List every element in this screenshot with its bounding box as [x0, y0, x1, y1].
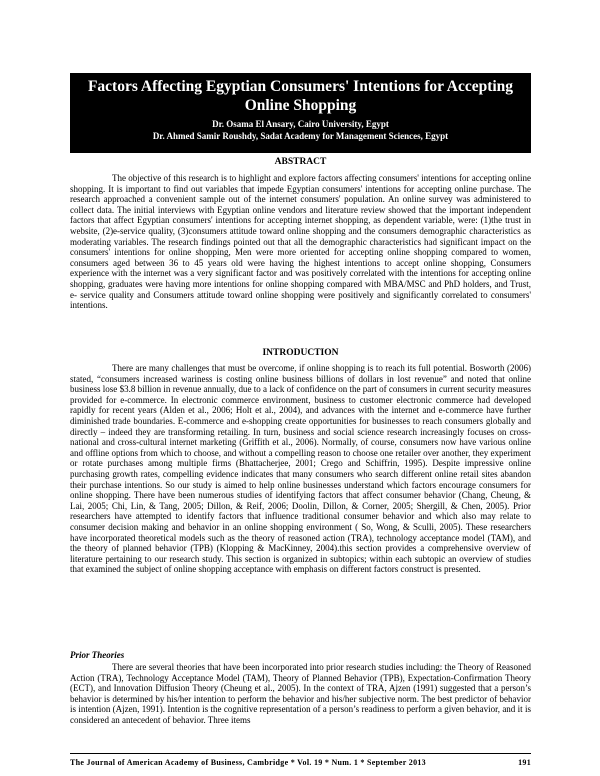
paper-title-line1: Factors Affecting Egyptian Consumers' Intentions for Accepting	[87, 78, 514, 95]
author-2: Dr. Ahmed Samir Roushdy, Sadat Academy for Management Sciences, Egypt	[152, 131, 449, 141]
paper-title-line2: Online Shopping	[244, 97, 357, 114]
title-rule	[70, 152, 531, 153]
abstract-heading: ABSTRACT	[274, 157, 327, 167]
author-1: Dr. Osama El Ansary, Cairo University, Egypt	[212, 119, 389, 129]
footer-rule	[70, 753, 531, 754]
title-banner	[70, 73, 531, 153]
page-number: 191	[518, 758, 531, 767]
journal-citation: The Journal of American Academy of Business, Cambridge * Vol. 19 * Num. 1 * September 2013	[70, 758, 426, 767]
journal-footer	[70, 758, 531, 767]
abstract-text: The objective of this research is to highlight and explore factors affecting consumers' intentions for accepting online shopping. It is important to find out variables that impede Egyptian consumers' intentions for accepting online purchase. The research approached a convenient sample out of the internet consumers' population. An online survey was administered to collect data. The initial interviews with Egyptian online vendors and literature review showed that the important independent factors that affect Egyptian consumers' intentions for accepting internet shopping, as dependent variable, were: (1)the trust in website, (2)e-service quality, (3)consumers attitude toward online shopping and the consumers demographic characteristics as moderating variables. The research findings pointed out that all the demographic characteristics had significant impact on the consumers' intentions for online shopping, Men were more oriented for accepting online shopping compared to women, consumers aged between 36 to 45 years old were having the highest intentions to accept online shopping, Consumers experience with the internet was a very significant factor and was positively correlated with the intentions for accepting online shopping, graduates were having more intentions for online shopping compared with MBA/MSC and PhD holders, and Trust, e- service quality and Consumers attitude toward online shopping were positively and significantly correlated to consumers' intentions.	[70, 173, 531, 311]
introduction-heading: INTRODUCTION	[262, 348, 339, 358]
prior-theories-text: There are several theories that have been incorporated into prior research studies including: the Theory of Reasoned Action (TRA), Technology Acceptance Model (TAM), Theory of Planned Behavior (TPB), Expectation-Confirmation Theory (ECT), and Innovation Diffusion Theory (Cheung et al., 2005). In the context of TRA, Ajzen (1991) suggested that a person’s behavior is determined by his/her intention to perform the behavior and his/her subjective norm. The best predictor of behavior is intention (Ajzen, 1991). Intention is the cognitive representation of a person’s readiness to perform a given behavior, and it is considered an antecedent of behavior. Three items	[70, 662, 531, 725]
introduction-text: There are many challenges that must be overcome, if online shopping is to reach its full potential. Bosworth (2006) stated, “consumers increased wariness is costing online business billions of dollars in lost revenue” and noted that online business lose $3.8 billion in revenue annually, due to a lack of confidence on the part of consumers in current security measures provided for e-commerce. In electronic commerce environment, business to customer electronic commerce had developed rapidly for recent years (Alden et al., 2006; Holt et al., 2004), and advances with the internet and e-commerce have further diminished trade boundaries. E-commerce and e-shopping create opportunities for businesses to reach consumers globally and directly – indeed they are transforming retailing. In turn, business and social science research increasingly focuses on cross-national and cross-cultural internet marketing (Griffith et al., 2006). Normally, of course, consumers now have various online and offline options from which to choose, and without a compelling reason to choose one retailer over another, they experiment or rotate purchases among multiple firms (Bhattacherjee, 2001; Crego and Schiffrin, 1995). Despite impressive online purchasing growth rates, compelling evidence indicates that many consumers who search different online retail sites abandon their purchase intentions. So our study is aimed to help online businesses understand which factors encourage consumers for online shopping. There have been numerous studies of identifying factors that affect consumer behavior (Chang, Cheung, & Lai, 2005; Chi, Lin, & Tang, 2005; Dillon, & Reif, 2006; Doolin, Dillon, & Corner, 2005; Shergill, & Chen, 2005). Prior researchers have attempted to identify factors that influence traditional consumer behavior and which also may relate to consumer decision making and behavior in an online shopping environment ( So, Wong, & Sculli, 2005). These researchers have incorporated theoretical models such as the theory of reasoned action (TRA), technology acceptance model (TAM), and the theory of planned behavior (TPB) (Klopping & MacKinney, 2004).this section provides a comprehensive overview of literature pertaining to our research study. This section is organized in subtopics; within each subtopic an overview of studies that examined the subject of online shopping acceptance with emphasis on different factors construct is presented.	[70, 363, 531, 575]
prior-theories-heading: Prior Theories	[70, 650, 125, 660]
